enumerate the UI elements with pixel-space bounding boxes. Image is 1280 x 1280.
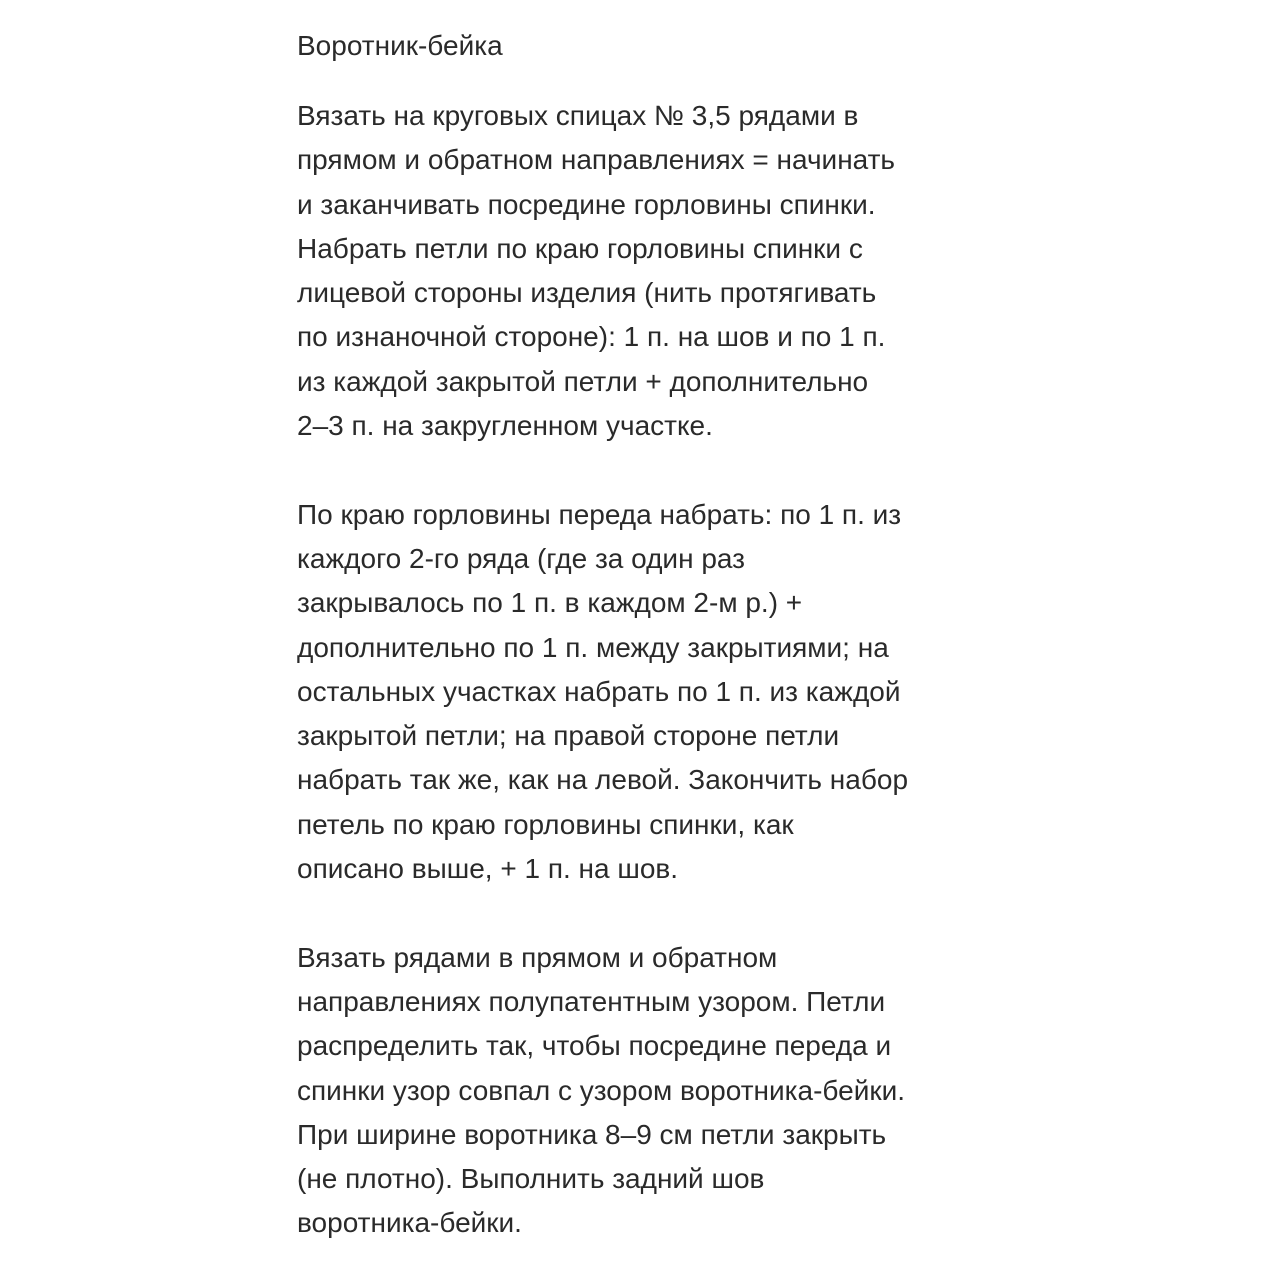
text-line: При ширине воротника 8–9 см петли закрыть <box>297 1118 887 1150</box>
text-line: закрытой петли; на правой стороне петли <box>297 720 840 752</box>
text-line: лицевой стороны изделия (нить протягивать <box>297 277 877 309</box>
text-line: Вязать на круговых спицах № 3,5 рядами в <box>297 100 859 131</box>
text-line: по изнаночной стороне): 1 п. на шов и по 1 п. <box>297 321 886 353</box>
text-line: описано выше, + 1 п. на шов. <box>297 853 679 885</box>
text-line: направлениях полупатентным узором. Петли <box>297 985 886 1017</box>
text-line: петель по краю горловины спинки, как <box>297 808 794 840</box>
text-line: По краю горловины переда набрать: по 1 п. из <box>297 498 902 530</box>
text-line: Вязать рядами в прямом и обратном <box>297 941 778 973</box>
paragraph-2 <box>297 493 1017 892</box>
text-line: 2–3 п. на закругленном участке. <box>297 410 713 442</box>
text-line: воротника-бейки. <box>297 1207 522 1239</box>
document-title: Воротник-бейка <box>297 30 503 61</box>
text-line: распределить так, чтобы посредине переда и <box>297 1030 892 1062</box>
text-line: Набрать петли по краю горловины спинки с <box>297 232 863 264</box>
text-line: каждого 2-го ряда (где за один раз <box>297 542 745 574</box>
text-line: из каждой закрытой петли + дополнительно <box>297 365 869 397</box>
text-line: набрать так же, как на левой. Закончить набор <box>297 764 909 796</box>
text-line: прямом и обратном направлениях = начинать <box>297 144 896 176</box>
paragraph-spacer <box>297 448 1017 492</box>
text-line: дополнительно по 1 п. между закрытиями; на <box>297 631 889 663</box>
paragraph-spacer <box>297 891 1017 935</box>
text-line: остальных участках набрать по 1 п. из каждой <box>297 675 901 707</box>
text-line: и заканчивать посредине горловины спинки. <box>297 188 876 220</box>
paragraph-1 <box>297 94 1017 448</box>
text-line: (не плотно). Выполнить задний шов <box>297 1163 765 1195</box>
paragraph-3 <box>297 936 1017 1246</box>
text-line: закрывалось по 1 п. в каждом 2-м р.) + <box>297 587 803 619</box>
text-line: спинки узор совпал с узором воротника-бейки. <box>297 1074 906 1106</box>
document-body <box>297 24 1017 1246</box>
